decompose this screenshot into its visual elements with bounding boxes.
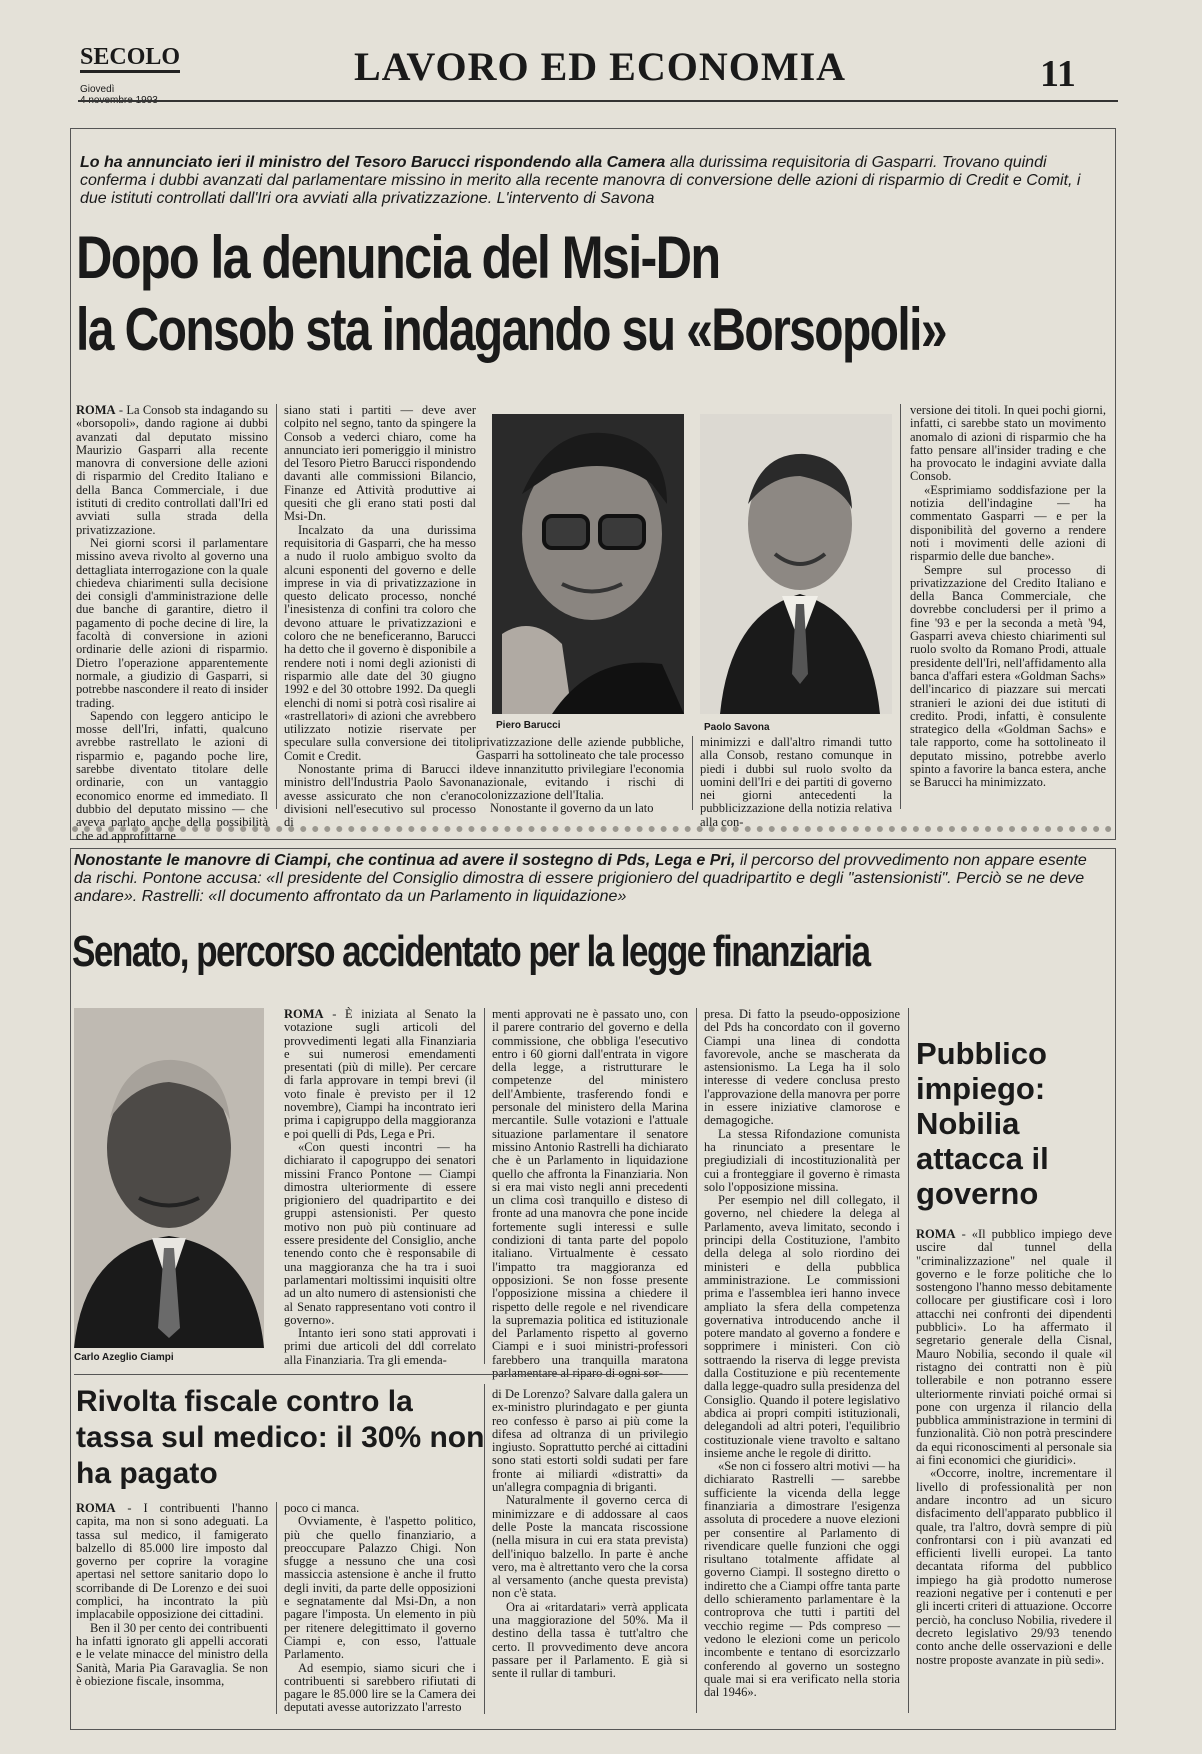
horizontal-rule — [74, 1374, 688, 1375]
article-3-dateline: ROMA — [76, 1501, 116, 1515]
article-1-col1-text-1: - La Consob sta indagando su «borsopoli», dando ragione ai dubbi avanzati dal deputato missino Maurizio Gasparri alla recente manovra di conversione delle azioni di risparmio del Credito Italiano e della Banca Commerciale, i due istituti di credito controllati dall'Iri ed avviati sulla strada della privatizzazione. — [76, 403, 268, 537]
top-rule — [78, 100, 1118, 102]
photo-caption-barucci: Piero Barucci — [496, 720, 561, 731]
article-1-col5-para-1: versione dei titoli. In quei pochi giorni, infatti, ci sarebbe stato un movimento anomalo di azioni di risparmio che ha fatto pensare all'insider trading e che ha provocato le indagini avviate dalla Consob. — [910, 403, 1106, 484]
sidebar-para-1 — [916, 1228, 1112, 1467]
photo-caption-ciampi: Carlo Azeglio Ciampi — [74, 1352, 174, 1363]
section-title: LAVORO ED ECONOMIA — [353, 44, 847, 89]
sidebar-body — [916, 1228, 1112, 1714]
article-3-col2-para-2: Ovviamente, è l'aspetto politico, più che quello finanziario, a preoccupare Palazzo Chigi. Non sfugge a nessuno che una così massiccia astensione è anche il frutto degli inviti, da parte delle opposizioni e segnatamente dal Msi-Dn, a non pagare l'imposta. Un elemento in più per ritenere delegittimato il governo Ciampi e, con esso, l'attuale Parlamento. — [284, 1514, 476, 1662]
photo-caption-savona: Paolo Savona — [704, 722, 770, 733]
column-rule — [484, 1008, 485, 1364]
portrait-illustration — [74, 1008, 264, 1348]
article-2-kicker-bold: Nonostante le manovre di Ciampi, che continua ad avere il sostegno di Pds, Lega e Pri, — [74, 852, 736, 869]
article-1-kicker-bold: Lo ha annunciato ieri il ministro del Tesoro Barucci rispondendo alla Camera — [80, 154, 666, 171]
article-1-col2-para-3: Nonostante prima di Barucci il ministro dell'Industria Paolo Savona avesse assicurato che non c'erano divisioni nell'esecutivo sul processo di — [284, 762, 476, 830]
article-2-col3-para-4: «Se non ci fossero altri motivi — ha dichiarato Rastrelli — sarebbe sufficiente la vicenda della legge finanziaria a dimostrare l'esigenza assoluta di procedere a nuove elezioni per consentire al Parlamento di rivendicare quelle funzioni che oggi risultano totalmente affidate al governo Ciampi. Il sostegno diretto o indiretto che a Ciampi offre tanta parte dello schieramento parlamentare è la controprova che tutti i partiti del vecchio regime — Pds compreso — vedono le elezioni come un pericolo incombente e tentano di esorcizzarlo conferendo al governo un sostegno quale mai si era verificato nella storia dal 1946». — [704, 1459, 900, 1700]
article-3-column-1 — [76, 1502, 268, 1714]
article-1-column-2 — [284, 403, 476, 830]
masthead-logo: SECOLO — [80, 44, 180, 73]
article-1-col3-para-1: privatizzazione delle aziende pubbliche, Gasparri ha sottolineato che tale processo deve innanzitutto privilegiare l'economia nazionale, evitando i rischi di colonizzazione dell'Italia. — [476, 735, 684, 803]
article-2-col2-para-1: menti approvati ne è passato uno, con il parere contrario del governo e della commissione, che obbliga l'esecutivo entro i 60 giorni dall'entrata in vigore della legge, a ristrutturare le competenze del ministero dell'Ambiente, trasferendo fondi e personale del ministero della Marina mercantile. Sulle votazioni e l'attuale situazione parlamentare il senatore missino Antonio Rastrelli ha dichiarato che è un Parlamento in liquidazione quello che affronta la Finanziaria. Non si era mai visto negli anni precedenti un clima così tranquillo e disteso di fronte ad una manovra che pone incide fortemente sugli interessi e sulle condizioni di tanta parte del popolo italiano. Virtualmente è cessato l'impatto tra maggioranza ed opposizioni. Se non fosse presente l'opposizione missina a chiedere il rispetto delle regole e nel rivendicare la supremazia politica ed istituzionale del Parlamento rispetto al governo Ciampi e i suoi ministri-professori farebbero una tranquilla maratona — [492, 1007, 688, 1367]
article-1-kicker-rest: alla durissima requisitoria di Gasparri. Trovano quindi conferma i dubbi avanzati dal parlamentare missino in merito alla recente manovra di conversione delle azioni di risparmio di Credit e Comit, i due istituti controllati dall'Iri ora avviati alla privatizzazione. L'intervento di Savona — [80, 154, 1081, 207]
article-1-col1-para-1 — [76, 404, 268, 537]
article-1-col5-para-3: Sempre sul processo di privatizzazione del Credito Italiano e della Banca Commerciale, che dovrebbe concludersi per il primo a fine '93 e per la seconda a metà '94, Gasparri aveva chiesto chiarimenti sul ruolo svolto da Romano Prodi, attuale presidente dell'Iri, nell'affidamento alla banca d'affari estera «Goldman Sachs» dell'incarico di piazzare sui mercati stranieri le azioni dei due istituti di credito. Prodi, infatti, è consulente strategico della «Goldman Sachs» e tale rapporto, come ha sottolineato il deputato missino, potrebbe averlo spinto a favorire la banca estera, anche se Barucci ha minimizzato. — [910, 562, 1106, 790]
article-2-col3-para-2: La stessa Rifondazione comunista ha rinunciato a presentare le pregiudiziali di incostituzionalità per cui a fronteggiare il governo è rimasta solo l'opposizione missina. — [704, 1126, 900, 1194]
article-3-col3-para-1: di De Lorenzo? Salvare dalla galera un ex-ministro plurindagato e per giunta reo confesso è parso ai più come la difesa ad oltranza di un privilegio ingiusto. Soprattutto perché ai cittadini sono stati estorti soldi sudati per fare fronte ai miliardi «distratti» da un'allegra compagnia di briganti. — [492, 1387, 688, 1495]
article-1-column-5 — [910, 404, 1106, 810]
article-3-col3-para-2: Naturalmente il governo cerca di minimizzare e di addossare al caos delle Poste la mancata riscossione (nella misura in cui era stata prevista) dell'iniquo balzello. In parte è anche vero, ma è altrettanto vero che la corsa al versamento (anche questa prevista) non c'è stata. — [492, 1493, 688, 1601]
article-2-col3-para-1: presa. Di fatto la pseudo-opposizione del Pds ha concordato con il governo Ciampi una linea di condotta favorevole, anche se mascherata da astensionismo. La Lega ha il solo interesse di vedere conclusa presto l'approvazione della manovra per porre in essere iniziative clamorose e demagogiche. — [704, 1007, 900, 1128]
sidebar-text-1: - «Il pubblico impiego deve uscire dal tunnel della "criminalizzazione" nel quale il governo e le forze politiche che lo sostengono l'hanno messo debitamente collocare per giustificare così i loro attacchi nei confronti dei dipendenti pubblici». Lo ha affermato il segretario generale della Cisnal, Mauro Nobilia, secondo il quale «il ristagno dei contratti non è più tollerabile e non potranno essere ulteriormente rinviati poiché ormai si pone con urgenza il rilancio della pubblica amministrazione in termini di funzionalità. Ciò non potrà prescindere da equi riconoscimenti al personale sia ai fini economici che giuridici». — [916, 1227, 1112, 1468]
column-rule — [908, 1008, 909, 1713]
article-1-col1-para-2: Nei giorni scorsi il parlamentare missino aveva rivolto al governo una dettagliata interrogazione con la quale chiedeva chiarimenti sulla decisione dei consigli d'amministrazione delle due banche di garantire, dietro il pagamento di poche decine di lire, la facoltà di conversione in azioni ordinarie delle azioni di risparmio. Dietro l'operazione apparentemente normale, a giudizio di Gasparri, si potrebbe nascondere il reato di insider trading. — [76, 535, 268, 710]
article-2-kicker — [74, 852, 1094, 906]
column-rule — [484, 1384, 485, 1714]
column-rule — [276, 404, 277, 809]
photo-carlo-azeglio-ciampi — [74, 1008, 264, 1348]
sidebar-dateline: ROMA — [916, 1227, 956, 1241]
article-3-col1-para-1 — [76, 1502, 268, 1622]
portrait-illustration — [700, 414, 892, 714]
article-1-col4-para-1: minimizzi e dall'altro rimandi tutto alla Consob, restano comunque in piedi i dubbi sul ruolo svolto da uomini dell'Iri e dei partiti di governo nei giorni antecedenti la pubblicizzazione della notizia relativa alla con- — [700, 735, 892, 829]
article-3-column-3 — [492, 1388, 688, 1714]
article-2-col1-para-2: «Con questi incontri — ha dichiarato il capogruppo dei senatori missini Franco Pontone — Ciampi dimostra ulteriormente di essere prigioniero del quadripartito e dei gruppi astensionisti. Per questo motivo non può più continuare ad essere presidente del Consiglio, anche tenendo conto che è responsabile di una maggioranza che ha tra i suoi parlamentari moltissimi inquisiti oltre ad un alto numero di astensionisti che al Senato rappresentano voti contro il governo». — [284, 1139, 476, 1327]
sidebar-para-2: «Occorre, inoltre, incrementare il livello di professionalità per non andare incontro ad un sicuro disfacimento dell'apparato pubblico il quale, tra l'altro, dovrà sempre di più confrontarsi con i più avanzati ed efficienti livelli europei. La tanto decantata riforma del pubblico impiego ha già prodotto numerose reazioni negative per i contenuti e per gli incerti criteri di attuazione. Occorre perciò, ha concluso Nobilia, rivedere il decreto legislativo 29/93 tenendo conto anche delle osservazioni e delle nostre proposte avanzate in più sedi». — [916, 1466, 1112, 1667]
column-rule — [276, 1502, 277, 1714]
column-rule — [900, 404, 901, 809]
photo-paolo-savona — [700, 414, 892, 714]
article-2-column-1 — [284, 1007, 476, 1367]
article-2-headline: Senato, percorso accidentato per la legge finanziaria — [72, 927, 870, 976]
page-number: 11 — [1040, 53, 1076, 95]
article-3-headline: Rivolta fiscale contro la tassa sul medico: il 30% non ha pagato — [76, 1385, 485, 1490]
article-2-column-2 — [492, 1007, 688, 1367]
masthead-day: Giovedì — [80, 84, 115, 95]
article-2-dateline: ROMA — [284, 1007, 324, 1021]
article-1-headline-line-1: Dopo la denuncia del Msi-Dn — [76, 224, 720, 291]
article-3-col3-para-3: Ora ai «ritardatari» verrà applicata una maggiorazione del 50%. Ma il destino della tassa è tutt'altro che certo. Il provvedimento deve ancora passare per il Parlamento. E già si sente il rullar di tamburi. — [492, 1599, 688, 1681]
article-1-column-4 — [700, 735, 892, 829]
article-2-col1-para-1 — [284, 1008, 476, 1141]
article-2-col3-para-3: Per esempio nel dill collegato, il governo, nel chiedere la delega al Parlamento, aveva limitato, secondo i principi della Costituzione, l'ambito della delega al solo riordino dei ministeri e della pubblica amministrazione. Le commissioni prima e l'assemblea ieri hanno invece ampliato la sfera della competenza governativa introducendo anche il potere mandato al governo a fondere e sopprimere i ministeri. Con ciò sottraendo la riserva di legge prevista dalla Costituzione e più recentemente dalla legge-quadro sulla presidenza del Consiglio. Quando il potere legislativo abdica ai propri compiti istituzionali, delegandoli ad altri poteri, l'equilibrio costituzionale viene travolto e saltano insieme anche le regole di diritto. — [704, 1193, 900, 1460]
article-1-col2-para-1: siano stati i partiti — deve aver colpito nel segno, tanto da spingere la Consob a vederci chiaro, come ha annunciato ieri pomeriggio il ministro del Tesoro Pietro Barucci rispondendo davanti alle commissioni Bilancio, Finanze ed Attività produttive ai quesiti che gli erano stati posti dal Msi-Dn. — [284, 403, 476, 524]
article-1-dateline: ROMA — [76, 403, 116, 417]
photo-piero-barucci — [492, 414, 684, 714]
article-2-kicker-rest: il percorso del provvedimento non appare esente da rischi. Pontone accusa: «Il presidente del Consiglio dimostra di essere prigioniero del quadripartito e degli "astensionisti". Perciò se ne deve andare». Rastrelli: «Il documento affrontato da un Parlamento in liquidazione» — [74, 852, 1087, 905]
article-2-column-3 — [704, 1008, 900, 1714]
article-1-col1-para-3: Sapendo con leggero anticipo le mosse dell'Iri, infatti, qualcuno avrebbe rastrellato le azioni di risparmio e, pagando poche lire, sarebbe diventato titolare delle ordinarie, con un vantaggio economico enorme ed immediato. Il dubbio del deputato missino — che aveva parlato anche della possibilità che ad approfittarne — [76, 708, 268, 843]
sidebar-headline: Pubblico impiego: Nobilia attacca il governo — [916, 1036, 1049, 1211]
column-rule — [692, 736, 693, 810]
article-1-column-3 — [476, 735, 684, 816]
article-2-col1-para-3: Intanto ieri sono stati approvati i primi due articoli del ddl correlato alla Finanziaria. Tra gli emenda- — [284, 1326, 476, 1367]
article-3-column-2 — [284, 1502, 476, 1714]
article-2-col1-text-1: - È iniziata al Senato la votazione sugli articoli del provvedimenti legati alla Finanziaria e sui numerosi emendamenti presentati (più di mille). Per cercare di farla approvare in tempi brevi (il voto finale è previsto per il 12 novembre), Ciampi ha incontrato ieri prima i capigruppo della maggioranza e poi quelli di Pds, Lega e Pri. — [284, 1007, 476, 1141]
article-1-col2-para-2: Incalzato da una durissima requisitoria di Gasparri, che ha messo a nudo il ruolo ambiguo svolto da alcuni esponenti del governo e delle imprese in via di privatizzazione in questo delicato processo, nonché l'inesistenza di confini tra coloro che devono attuare le privatizzazioni e coloro che ne beneficeranno, Barucci ha detto che il governo è disponibile a rendere noti i nomi degli azionisti di risparmio alle date del 30 giugno 1992 e del 30 ottobre 1992. Da quegli elenchi di nomi si potrà così risalire ai «rastrellatori» di azioni che avrebbero utilizzato notizie riservate per speculare sulla conversione dei titoli Comit e Credit. — [284, 522, 476, 763]
portrait-illustration — [492, 414, 684, 714]
article-3-col1-para-2: Ben il 30 per cento dei contribuenti ha infatti ignorato gli appelli accorati e le velate minacce del ministro della Sanità, Maria Pia Garavaglia. Se non è obiezione fiscale, insomma, — [76, 1620, 268, 1688]
column-rule — [696, 1008, 697, 1713]
article-1-headline-line-2: la Consob sta indagando su «Borsopoli» — [76, 296, 946, 363]
article-1-col5-para-2: «Esprimiamo soddisfazione per la notizia dell'indagine — ha commentato Gasparri — e per la disponibilità del governo a rendere noti i movimenti delle azioni di risparmio delle due banche». — [910, 482, 1106, 564]
article-1-kicker — [80, 154, 1090, 208]
article-1-col3-para-2: Nonostante il governo da un lato — [490, 801, 654, 816]
separator — [72, 826, 1112, 832]
article-3-col2-para-3: Ad esempio, siamo sicuri che i contribuenti si sarebbero rifiutati di pagare le 85.000 lire se la Camera dei deputati avesse autorizzato l'arresto — [284, 1660, 476, 1715]
masthead-date — [80, 84, 220, 106]
article-1-column-1 — [76, 403, 268, 843]
article-3-col2-para-1: poco ci manca. — [284, 1501, 360, 1515]
article-3-col1-text-1: - I contribuenti l'hanno capita, ma non si sono adeguati. La tassa sul medico, il famigerato balzello di 85.000 lire imposto dal governo per coprire la voragine apertasi nel settore sanitario dopo lo scorribande di De Lorenzo e dei suoi complici, ha incontrato la più implacabile opposizione dei cittadini. — [76, 1501, 268, 1622]
